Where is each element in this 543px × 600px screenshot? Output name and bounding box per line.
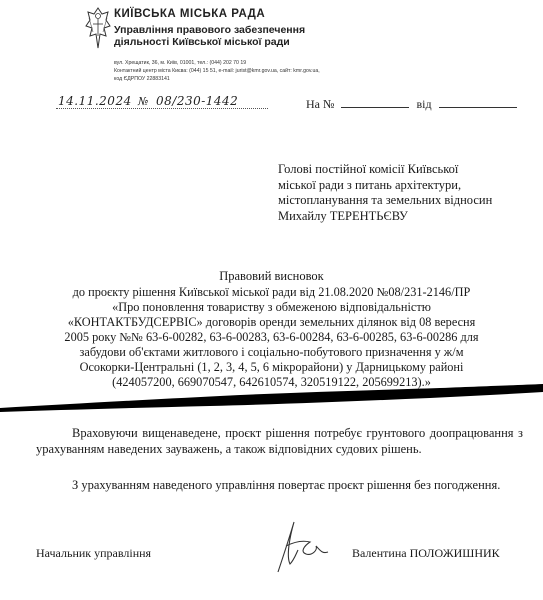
- paragraph-return: З урахуванням наведеного управління повертає проєкт рішення без погодження.: [72, 478, 501, 492]
- handwritten-number: 08/230-1442: [156, 94, 239, 108]
- vid-label: від: [416, 97, 432, 111]
- conclusion-line-6: Осокорки-Центральні (1, 2, 3, 4, 5, 6 мікрорайони) у Дарницькому районі: [79, 360, 464, 374]
- number-prefix: №: [138, 95, 149, 108]
- conclusion-line-7: (424057200, 669070547, 642610574, 320519122, 205699213).»: [112, 375, 431, 389]
- handwritten-date: 14.11.2024: [58, 94, 132, 108]
- signatory-position: Начальник управління: [36, 546, 152, 560]
- addressee-block: [278, 162, 492, 224]
- handwritten-signature: [260, 516, 332, 576]
- addressee-line-1: Голові постійної комісії Київської: [278, 162, 459, 176]
- conclusion-line-1: до проєкту рішення Київської міської ради від 21.08.2020 №08/231-2146/ПР: [72, 285, 471, 299]
- contact-line: Контактний центр міста Києва: (044) 15 51, e-mail: jurist@kmr.gov.ua, сайт: kmr.gov.ua,: [114, 68, 320, 74]
- addressee-line-3: містопланування та земельних відносин: [278, 193, 493, 207]
- department-name: [114, 24, 314, 48]
- org-name: КИЇВСЬКА МІСЬКА РАДА: [114, 8, 266, 20]
- vid-blank: [439, 97, 517, 108]
- coat-of-arms-emblem: [84, 6, 112, 50]
- reference-line: [306, 97, 517, 112]
- conclusion-line-2: «Про поновлення товариству з обмеженою відповідальністю: [112, 300, 431, 314]
- addressee-line-2: міської ради з питань архітектури,: [278, 177, 462, 192]
- conclusion-title: Правовий висновок: [219, 269, 324, 283]
- department-line-2: діяльності Київської міської ради: [114, 36, 290, 48]
- department-line-1: Управління правового забезпечення: [114, 24, 306, 36]
- edrpou-code: код ЄДРПОУ 22883141: [114, 76, 170, 82]
- na-blank: [341, 97, 409, 108]
- paragraph-conclusion: Враховуючи вищенаведене, проєкт рішення потребує грунтового доопрацювання з урахуванням наведених зауважень, а також відповідних судових рішень.: [36, 426, 523, 456]
- conclusion-line-3: «КОНТАКТБУДСЕРВІС» договорів оренди земельних ділянок від 08 вересня: [67, 315, 476, 329]
- torn-edge-divider: [0, 382, 543, 414]
- address-line: вул. Хрещатик, 36, м. Київ, 01001, тел.: (044) 202 70 19: [114, 60, 247, 66]
- addressee-line-4: Михайлу ТЕРЕНТЬЄВУ: [278, 208, 408, 223]
- conclusion-line-5: забудови об'єктами житлового і соціально-побутового призначення у ж/м: [79, 345, 464, 359]
- signatory-name: Валентина ПОЛОЖИШНИК: [352, 546, 500, 560]
- registration-underline: [56, 108, 268, 109]
- conclusion-line-4: 2005 року №№ 63-6-00282, 63-6-00283, 63-6-00284, 63-6-00285, 63-6-00286 для: [64, 330, 479, 344]
- conclusion-subject: [0, 285, 543, 390]
- na-label: На №: [306, 97, 335, 111]
